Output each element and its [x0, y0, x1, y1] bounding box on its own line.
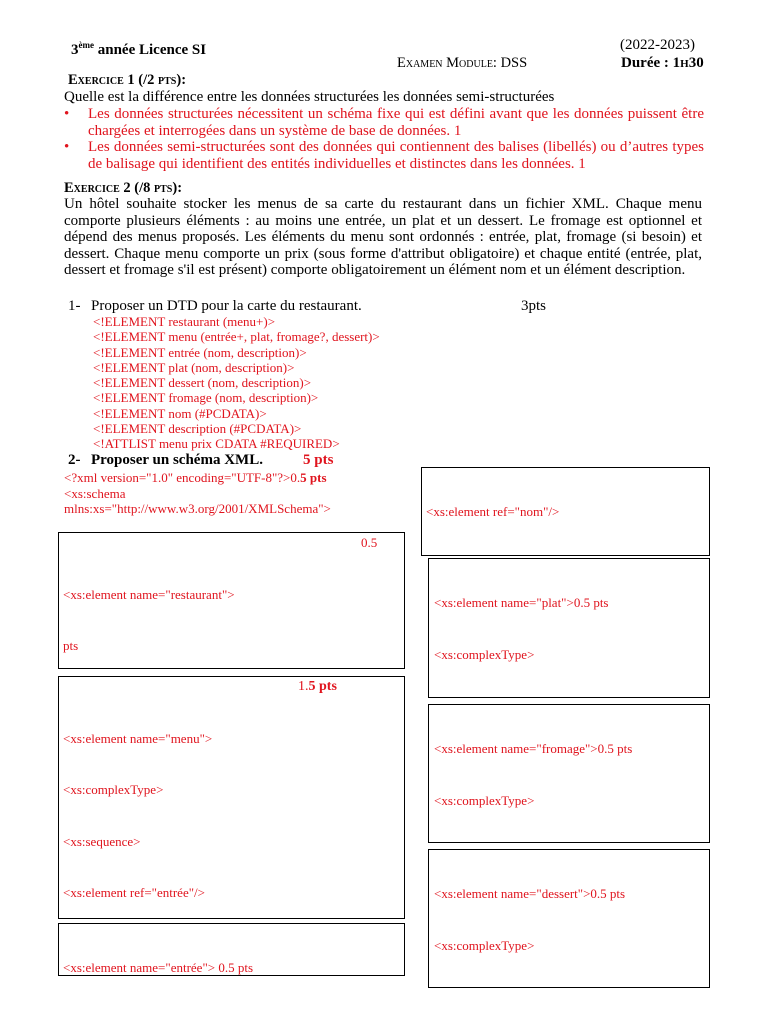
entree-element-box: <xs:element name="entrée"> 0.5 pts	[58, 923, 405, 976]
bullet-icon: •	[64, 106, 70, 122]
schema-open-line1: <xs:schema	[64, 486, 126, 501]
bullet-icon: •	[64, 139, 70, 155]
q2-text: Proposer un schéma XML.	[91, 452, 263, 468]
restaurant-element-box: 0.5 <xs:element name="restaurant"> pts	[58, 532, 405, 669]
q1-number: 1-	[68, 298, 81, 314]
course-level: 3ème année Licence SI	[71, 40, 207, 58]
dessert-element-box: <xs:element name="dessert">0.5 pts <xs:complexType>	[428, 849, 710, 988]
q2-number: 2-	[68, 452, 81, 468]
ex1-question: Quelle est la différence entre les données structurées les données semi-structurées	[64, 89, 555, 105]
ex2-paragraph: Un hôtel souhaite stocker les menus de sa carte du restaurant dans un fichier XML. Chaque menu comporte plusieurs éléments : au moins une entrée, un plat et un dessert. Le fromage est optionnel et dépend des menus proposés. Les éléments du menu sont ordonnés : entrée, plat, fromage (si besoin) et dessert. Chaque menu comporte un prix (sous forme d'attribut obligatoire) et chaque entité (entrée, plat, dessert et fromage s'il est présent) comporte obligatoirement un élément nom et un élément description.	[64, 196, 702, 279]
dtd-line: <!ELEMENT restaurant (menu+)>	[93, 314, 276, 329]
schema-open-line2: mlns:xs="http://www.w3.org/2001/XMLSchema">	[64, 501, 331, 516]
dtd-line: <!ELEMENT dessert (nom, description)>	[93, 375, 312, 391]
entree-continued-box: <xs:element ref="nom"/>	[421, 467, 710, 556]
exam-duration: Durée : 1h30	[621, 55, 704, 71]
dtd-line: <!ELEMENT menu (entrée+, plat, fromage?, dessert)>	[93, 329, 380, 345]
ex1-bullet: • Les données semi-structurées sont des données qui contiennent des balises (libellés) ou d’autres types de balisage qui identifient des entités individuelles et distinctes dans les données. 1	[64, 139, 704, 172]
fromage-element-box: <xs:element name="fromage">0.5 pts <xs:complexType>	[428, 704, 710, 843]
plat-element-box: <xs:element name="plat">0.5 pts <xs:complexType>	[428, 558, 710, 698]
exam-module: Examen Module: DSS	[397, 55, 528, 71]
q1-text: Proposer un DTD pour la carte du restaurant.	[91, 298, 362, 314]
ex1-title: Exercice 1 (/2 pts):	[68, 72, 187, 88]
menu-points: 1.5 pts	[298, 679, 337, 694]
q2-points: 5 pts	[303, 452, 334, 468]
restaurant-points: 0.5	[361, 535, 378, 550]
menu-element-box: 1.5 pts <xs:element name="menu"> <xs:complexType> <xs:sequence> <xs:element ref="entrée"/>	[58, 676, 405, 919]
academic-year: (2022-2023)	[620, 37, 695, 53]
dtd-line: <!ELEMENT entrée (nom, description)>	[93, 344, 307, 360]
dtd-line: <!ELEMENT description (#PCDATA)>	[93, 421, 302, 437]
dtd-line: <!ELEMENT plat (nom, description)>	[93, 359, 295, 375]
xml-declaration: <?xml version="1.0" encoding="UTF-8"?>0.5 pts	[64, 470, 327, 485]
dtd-line: <!ELEMENT fromage (nom, description)>	[93, 390, 319, 406]
q1-points: 3pts	[521, 298, 547, 314]
ex2-title: Exercice 2 (/8 pts):	[64, 180, 183, 196]
dtd-line: <!ATTLIST menu prix CDATA #REQUIRED>	[93, 436, 340, 452]
ex1-bullet: • Les données structurées nécessitent un schéma fixe qui est défini avant que les données puissent être chargées et interrogées dans un système de base de données. 1	[64, 106, 704, 139]
dtd-block	[93, 314, 380, 452]
dtd-line: <!ELEMENT nom (#PCDATA)>	[93, 405, 267, 421]
